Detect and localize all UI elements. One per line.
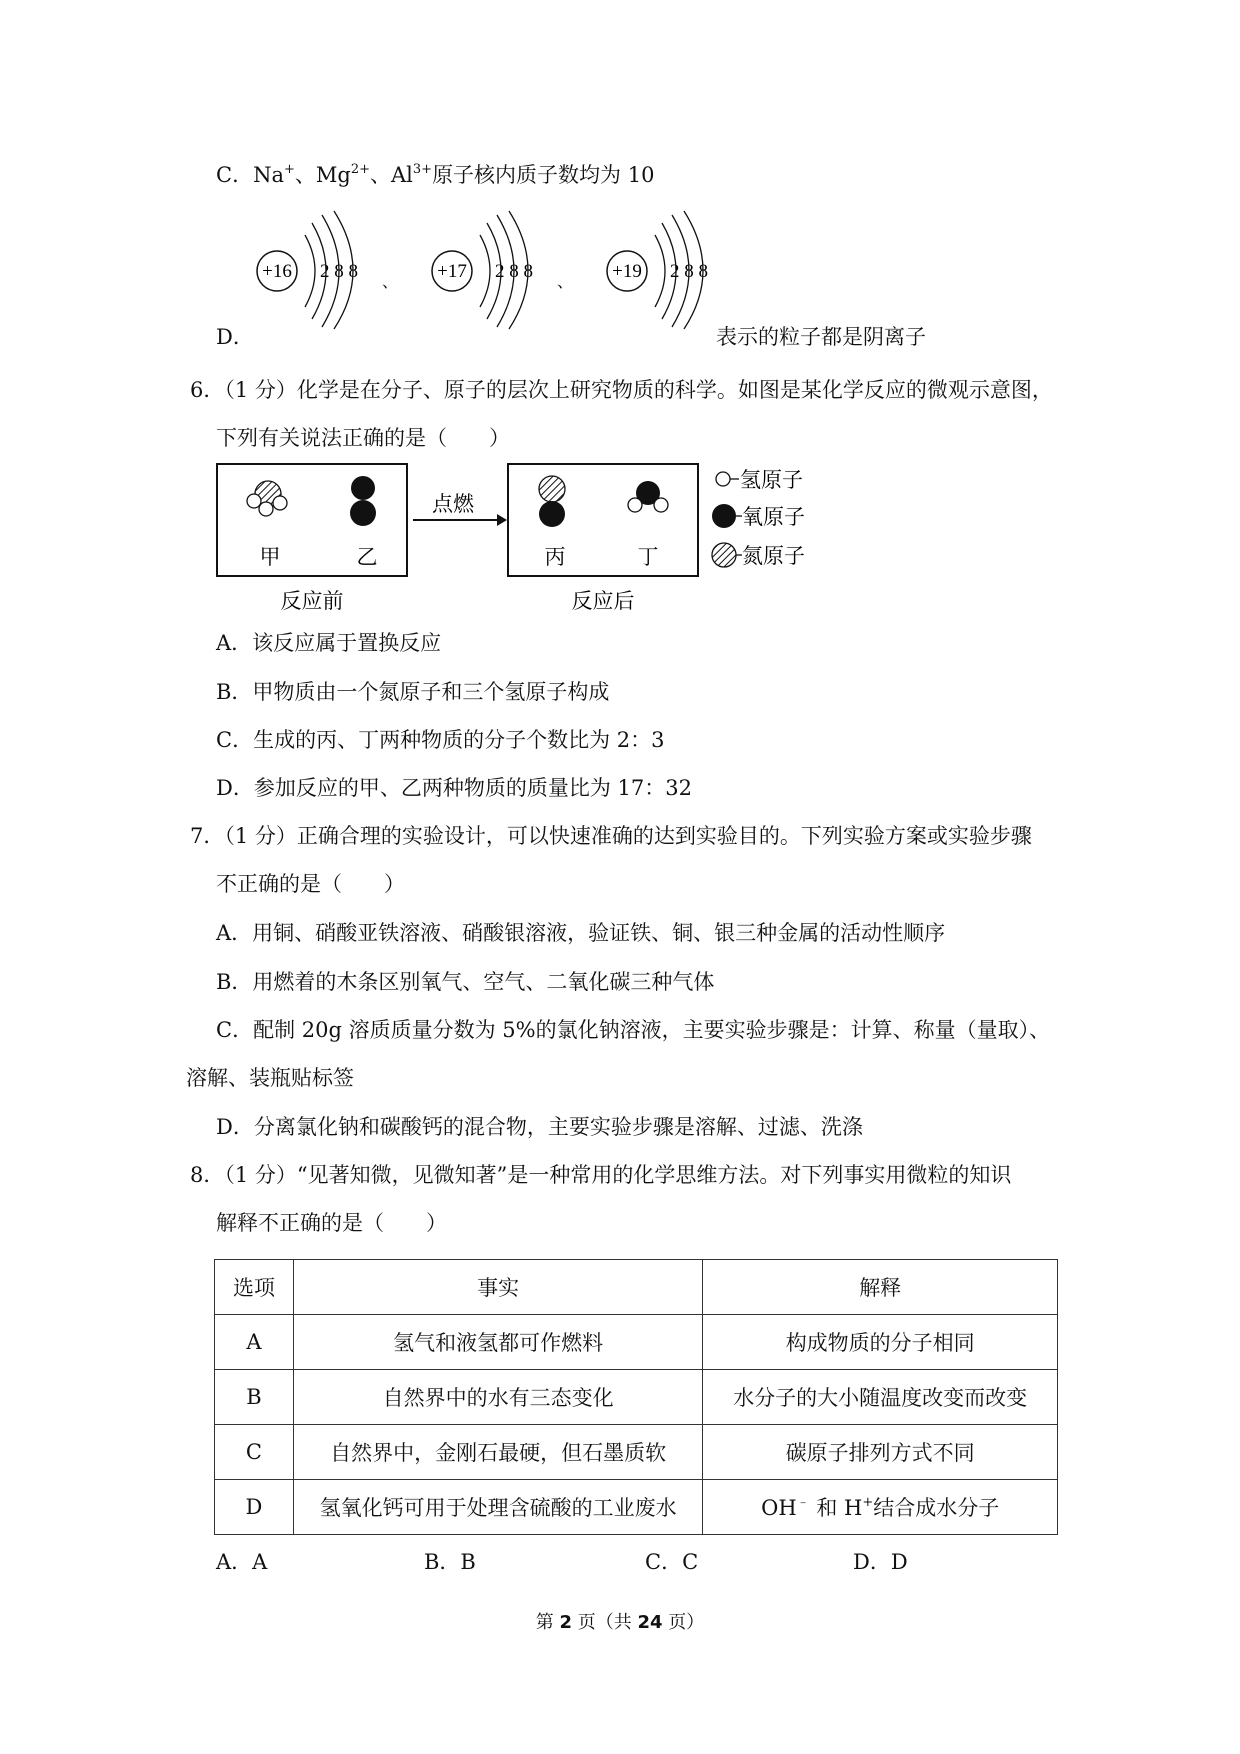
svg-text:2 8 8: 2 8 8 (670, 261, 708, 282)
svg-text:、: 、 (382, 274, 399, 291)
after-box (508, 464, 698, 576)
q8-answer-d: D．D (853, 1550, 908, 1574)
q8-answer-a: A．A (216, 1550, 268, 1574)
table-cell: A (215, 1315, 294, 1370)
svg-text:2 8 8: 2 8 8 (495, 261, 533, 282)
molecule-jia (247, 481, 287, 516)
table-cell: 自然界中，金刚石最硬，但石墨质软 (293, 1425, 702, 1480)
svg-text:2 8 8: 2 8 8 (320, 261, 358, 282)
table-row (215, 1315, 1058, 1370)
molecule-bing (539, 476, 565, 527)
ion-diagram-1 (257, 211, 358, 329)
q5-option-d-label: D． (216, 325, 254, 349)
facts-table (214, 1259, 1058, 1535)
table-cell: OH﹣ 和 H+结合成水分子 (703, 1480, 1058, 1535)
q7-option-d: D．分离氯化钠和碳酸钙的混合物，主要实验步骤是溶解、过滤、洗涤 (216, 1115, 863, 1139)
molecule-ding (628, 481, 668, 512)
table-cell: 碳原子排列方式不同 (703, 1425, 1058, 1480)
table-row (215, 1370, 1058, 1425)
svg-text:氧原子: 氧原子 (742, 505, 805, 529)
ion-structure-diagrams (250, 205, 730, 330)
q7-option-c-line1: C．配制 20g 溶质质量分数为 5%的氯化钠溶液，主要实验步骤是：计算、称量（量取）、 (216, 1018, 1051, 1042)
q8-answer-b: B．B (424, 1550, 476, 1574)
reaction-diagram (215, 460, 855, 620)
q6-stem-line1: 6．（1 分）化学是在分子、原子的层次上研究物质的科学。如图是某化学反应的微观示意图， (190, 378, 1053, 402)
q6-option-a: A．该反应属于置换反应 (216, 631, 442, 655)
legend-nitrogen (712, 543, 805, 568)
table-header-row (215, 1260, 1058, 1315)
table-cell: 构成物质的分子相同 (703, 1315, 1058, 1370)
svg-text:反应后: 反应后 (571, 589, 635, 613)
page-footer: 第 2 页（共 24 页） (535, 1612, 705, 1633)
table-cell: 自然界中的水有三态变化 (293, 1370, 702, 1425)
q5-option-c: C．Na+、$Mg^{2+}$、$Al^{3+}$原子核内质子数均为 10 (216, 162, 655, 187)
q7-option-a: A．用铜、硝酸亚铁溶液、硝酸银溶液，验证铁、铜、银三种金属的活动性顺序 (216, 921, 946, 945)
table-row (215, 1425, 1058, 1480)
table-cell: 氢气和液氢都可作燃料 (293, 1315, 702, 1370)
ion-diagram-3 (607, 211, 708, 329)
q7-stem-line2: 不正确的是（ ） (216, 872, 405, 896)
q7-stem-line1: 7．（1 分）正确合理的实验设计，可以快速准确的达到实验目的。下列实验方案或实验步骤 (190, 824, 1032, 848)
table-row (215, 1480, 1058, 1535)
table-cell: B (215, 1370, 294, 1425)
q5-option-d-text: 表示的粒子都是阴离子 (716, 325, 926, 349)
table-cell: D (215, 1480, 294, 1535)
svg-text:丁: 丁 (637, 545, 659, 569)
svg-text:+16: +16 (262, 261, 292, 282)
molecule-yi (350, 476, 376, 526)
ion-diagram-2 (432, 211, 533, 329)
before-box (217, 464, 407, 576)
q6-option-d: D．参加反应的甲、乙两种物质的质量比为 17：32 (216, 776, 692, 800)
svg-text:+17: +17 (437, 261, 467, 282)
table-cell: 水分子的大小随温度改变而改变 (703, 1370, 1058, 1425)
table-header: 事实 (293, 1260, 702, 1315)
svg-text:+19: +19 (612, 261, 642, 282)
svg-text:点燃: 点燃 (432, 492, 474, 516)
q6-stem-line2: 下列有关说法正确的是（ ） (216, 426, 510, 450)
svg-text:乙: 乙 (356, 545, 378, 569)
q8-stem-line1: 8．（1 分）“见著知微，见微知著”是一种常用的化学思维方法。对下列事实用微粒的知识 (190, 1163, 1012, 1187)
svg-text:丙: 丙 (544, 545, 566, 569)
table-header: 选项 (215, 1260, 294, 1315)
q8-stem-line2: 解释不正确的是（ ） (216, 1211, 447, 1235)
svg-text:甲: 甲 (259, 545, 281, 569)
legend-oxygen (712, 504, 805, 529)
table-cell: 氢氧化钙可用于处理含硫酸的工业废水 (293, 1480, 702, 1535)
table-header: 解释 (703, 1260, 1058, 1315)
q7-option-b: B．用燃着的木条区别氧气、空气、二氧化碳三种气体 (216, 970, 715, 994)
q6-option-c: C．生成的丙、丁两种物质的分子个数比为 2：3 (216, 728, 665, 752)
q6-option-b: B．甲物质由一个氮原子和三个氢原子构成 (216, 680, 610, 704)
q7-option-c-line2: 溶解、装瓶贴标签 (186, 1066, 354, 1090)
svg-text:、: 、 (557, 274, 574, 291)
svg-text:反应前: 反应前 (280, 589, 344, 613)
q8-answer-c: C．C (645, 1550, 699, 1574)
svg-text:氮原子: 氮原子 (742, 544, 805, 568)
svg-text:氢原子: 氢原子 (740, 468, 803, 492)
table-cell: C (215, 1425, 294, 1480)
legend-hydrogen (716, 468, 803, 492)
